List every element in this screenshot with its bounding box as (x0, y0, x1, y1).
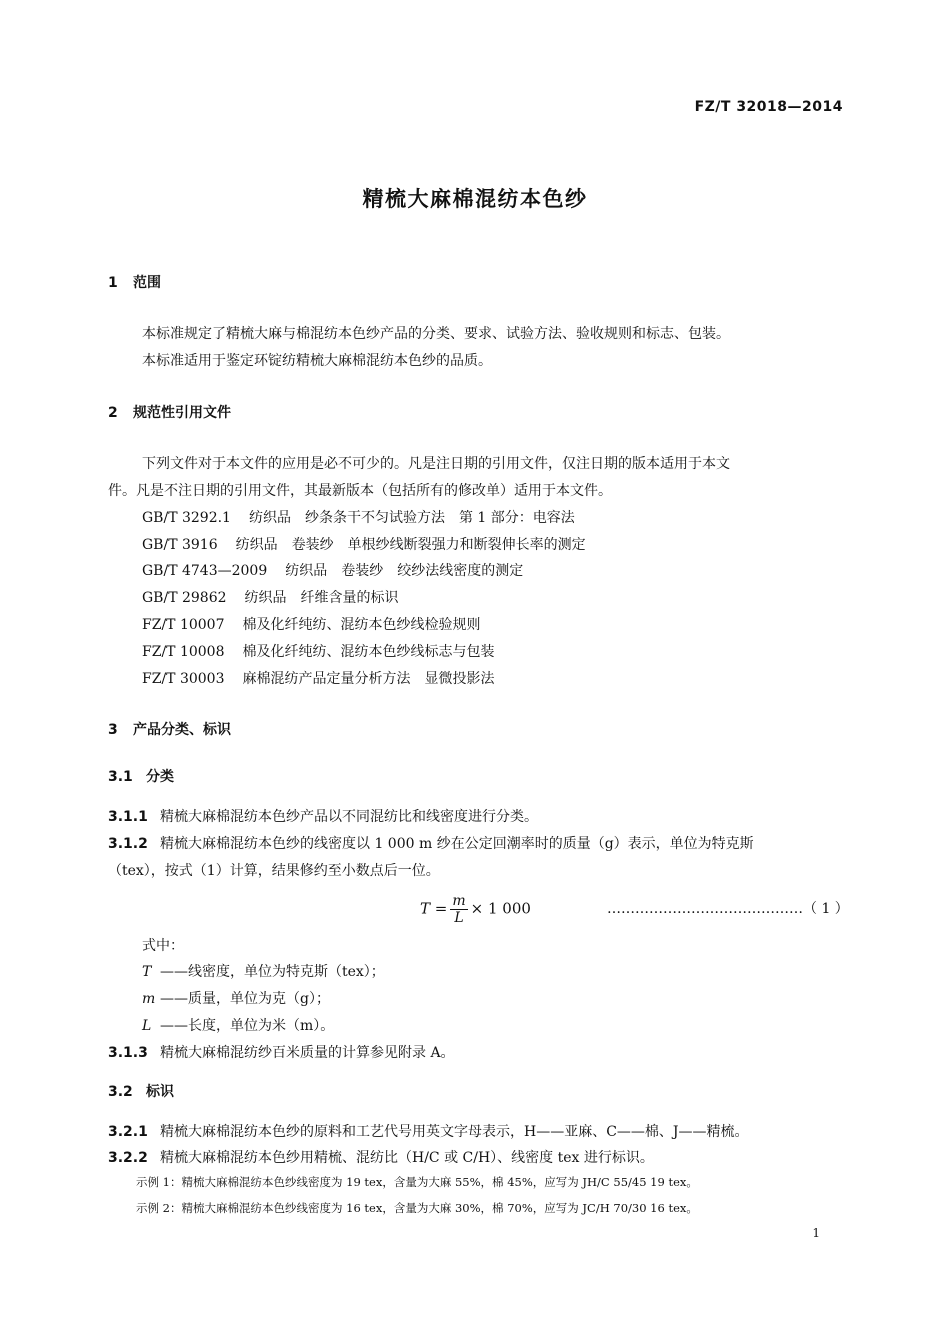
clause-text: 精梳大麻棉混纺本色纱产品以不同混纺比和线密度进行分类。 (160, 809, 538, 825)
variable-definition (142, 961, 385, 981)
subsection-3-1-heading (108, 766, 174, 786)
clause-3-1-2-continuation: （tex），按式（1）计算，结果修约至小数点后一位。 (108, 863, 440, 879)
subsection-number: 3.2 (108, 1084, 133, 1100)
subsection-number: 3.1 (108, 769, 133, 785)
section-title: 产品分类、标识 (133, 722, 231, 738)
reference-title: 纺织品 卷装纱 绞纱法线密度的测定 (285, 563, 524, 579)
section-1-heading (108, 272, 161, 292)
variable-description: ——长度，单位为米（m）。 (160, 1018, 335, 1034)
section-2-heading (108, 402, 231, 422)
section-title: 规范性引用文件 (133, 405, 231, 421)
section-number: 1 (108, 275, 118, 291)
subsection-3-2-heading (108, 1081, 174, 1101)
reference-title: 纺织品 纤维含量的标识 (244, 590, 399, 606)
reference-title: 纺织品 卷装纱 单根纱线断裂强力和断裂伸长率的测定 (235, 537, 586, 553)
variable-definition (142, 988, 330, 1008)
reference-item (142, 534, 586, 554)
reference-item (142, 587, 399, 607)
clause-text: 精梳大麻棉混纺本色纱的原料和工艺代号用英文字母表示，H——亚麻、C——棉、J——精梳。 (160, 1124, 749, 1140)
formula-rhs: × 1 000 (470, 899, 531, 918)
reference-item (142, 507, 575, 527)
reference-code: FZ/T 30003 (142, 671, 225, 687)
reference-item (142, 614, 480, 634)
reference-item (142, 668, 494, 688)
example-1: 示例 1：精梳大麻棉混纺本色纱线密度为 19 tex，含量为大麻 55%，棉 45%，应写为 JH/C 55/45 19 tex。 (136, 1175, 698, 1189)
reference-title: 麻棉混纺产品定量分析方法 显微投影法 (242, 671, 495, 687)
formula-lhs: T = (420, 899, 448, 918)
section-number: 2 (108, 405, 118, 421)
formula-denominator: L (454, 910, 464, 926)
reference-title: 棉及化纤纯纺、混纺本色纱线检验规则 (242, 617, 481, 633)
variable-description: ——线密度，单位为特克斯（tex）； (160, 964, 385, 980)
reference-item (142, 641, 494, 661)
page-number: 1 (812, 1226, 820, 1240)
variable-description: ——质量，单位为克（g）； (160, 991, 330, 1007)
variable-symbol: L (142, 1018, 152, 1034)
reference-code: GB/T 3916 (142, 537, 218, 553)
reference-item (142, 560, 523, 580)
clause-number: 3.1.2 (108, 836, 148, 852)
variable-symbol: T (142, 964, 152, 980)
reference-code: FZ/T 10008 (142, 644, 225, 660)
clause-number: 3.1.1 (108, 809, 148, 825)
formula-numerator: m (452, 893, 466, 909)
where-label: 式中： (142, 938, 184, 954)
references-intro-line-1: 下列文件对于本文件的应用是必不可少的。凡是注日期的引用文件，仅注日期的版本适用于本文 (142, 456, 730, 472)
clause-3-1-1 (108, 806, 538, 826)
section-title: 范围 (133, 275, 161, 291)
clause-number: 3.1.3 (108, 1045, 148, 1061)
subsection-title: 分类 (146, 769, 174, 785)
formula-fraction (450, 893, 467, 926)
clause-number: 3.2.1 (108, 1124, 148, 1140)
reference-title: 纺织品 纱条条干不匀试验方法 第 1 部分：电容法 (248, 510, 575, 526)
scope-paragraph-2: 本标准适用于鉴定环锭纺精梳大麻棉混纺本色纱的品质。 (142, 353, 492, 369)
example-2: 示例 2：精梳大麻棉混纺本色纱线密度为 16 tex，含量为大麻 30%，棉 70%，应写为 JC/H 70/30 16 tex。 (136, 1201, 698, 1215)
clause-3-2-1 (108, 1121, 749, 1141)
variable-definition (142, 1015, 334, 1035)
subsection-title: 标识 (146, 1084, 174, 1100)
reference-code: GB/T 4743—2009 (142, 563, 268, 579)
section-3-heading (108, 719, 231, 739)
formula-1 (420, 893, 531, 926)
clause-text: 精梳大麻棉混纺纱百米质量的计算参见附录 A。 (160, 1045, 455, 1061)
equation-number: ……………………………………（ 1 ） (607, 901, 849, 917)
standard-number: FZ/T 32018—2014 (694, 99, 843, 115)
variable-symbol: m (142, 991, 156, 1007)
reference-code: GB/T 3292.1 (142, 510, 231, 526)
scope-paragraph-1: 本标准规定了精梳大麻与棉混纺本色纱产品的分类、要求、试验方法、验收规则和标志、包装。 (142, 326, 730, 342)
clause-text: 精梳大麻棉混纺本色纱的线密度以 1 000 m 纱在公定回潮率时的质量（g）表示，单位为特克斯 (160, 836, 754, 852)
clause-3-1-2 (108, 833, 754, 853)
reference-code: GB/T 29862 (142, 590, 227, 606)
document-title: 精梳大麻棉混纺本色纱 (362, 187, 588, 211)
reference-code: FZ/T 10007 (142, 617, 225, 633)
section-number: 3 (108, 722, 118, 738)
references-intro-line-2: 件。凡是不注日期的引用文件，其最新版本（包括所有的修改单）适用于本文件。 (108, 483, 612, 499)
clause-3-1-3 (108, 1042, 455, 1062)
clause-number: 3.2.2 (108, 1150, 148, 1166)
clause-3-2-2 (108, 1147, 654, 1167)
clause-text: 精梳大麻棉混纺本色纱用精梳、混纺比（H/C 或 C/H）、线密度 tex 进行标识。 (160, 1150, 654, 1166)
reference-title: 棉及化纤纯纺、混纺本色纱线标志与包装 (242, 644, 495, 660)
